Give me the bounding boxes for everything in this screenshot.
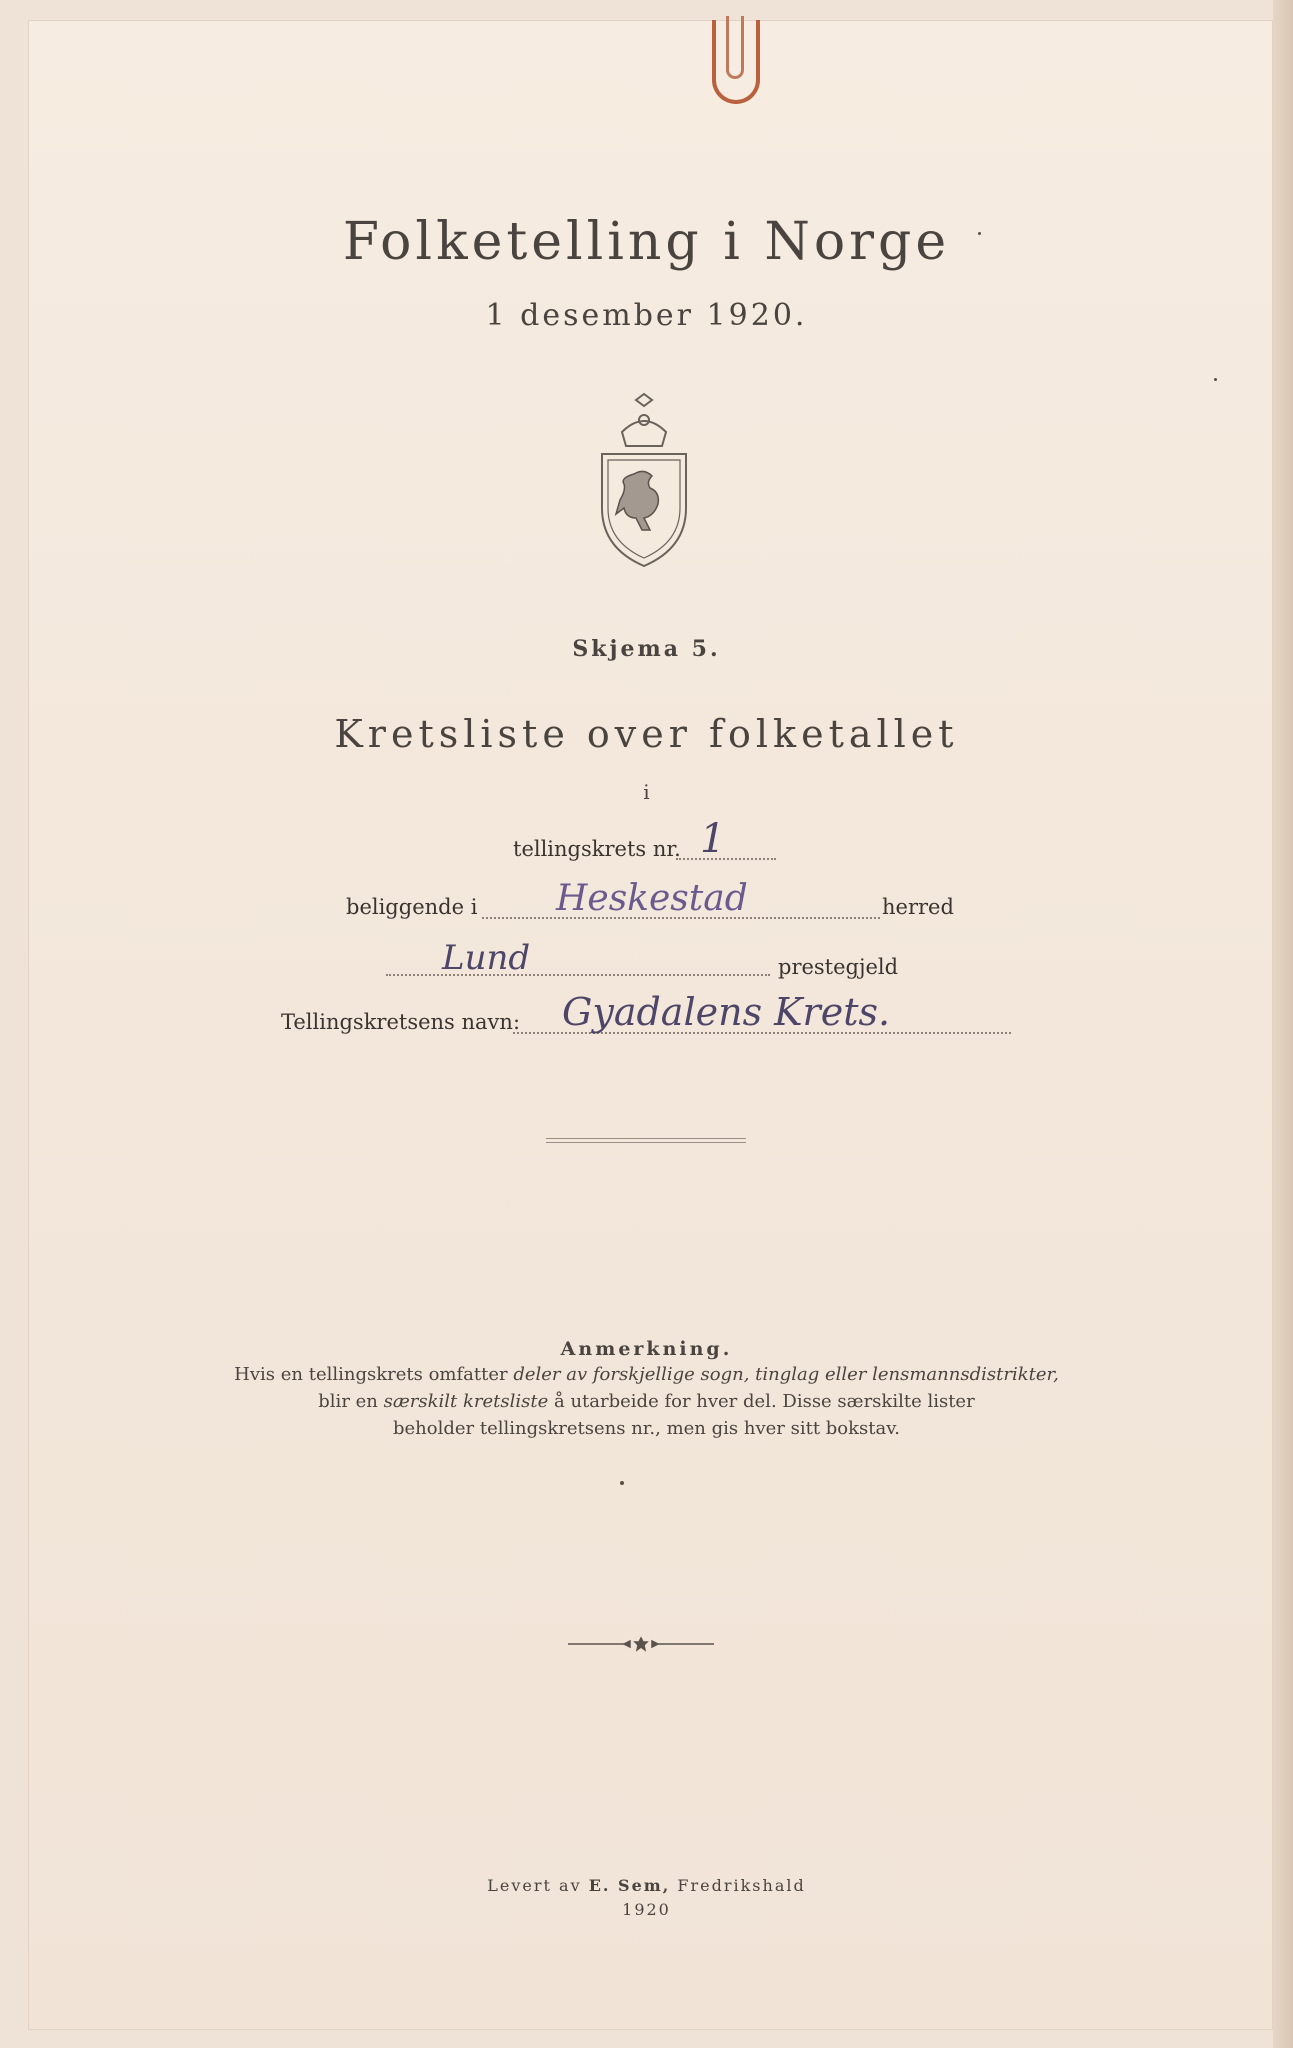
navn-label: Tellingskretsens navn: (281, 1010, 521, 1034)
navn-value: Gyadalens Krets. (562, 990, 891, 1034)
beliggende-value: Heskestad (556, 878, 748, 919)
printer-year: 1920 (622, 1900, 671, 1919)
speck (620, 1481, 624, 1485)
remark-line-2-text-a: blir en (318, 1391, 384, 1412)
printer-line (0, 1876, 1293, 1895)
document-title: Folketelling i Norge (342, 212, 951, 272)
remark-line-1-text: Hvis en tellingskrets omfatter (234, 1364, 514, 1385)
printer-name: E. Sem, (588, 1876, 671, 1895)
tellingskrets-label: tellingskrets nr. (513, 837, 681, 861)
form-heading: Kretsliste over folketallet (334, 712, 959, 756)
remark-line-2-text-c: å utarbeide for hver del. Disse særskilte lister (548, 1391, 975, 1412)
tellingskrets-line (676, 858, 776, 860)
printer-prefix: Levert av (487, 1876, 589, 1895)
prestegjeld-label: prestegjeld (778, 955, 899, 979)
remark-line-3: beholder tellingskretsens nr., men gis hver sitt bokstav. (392, 1418, 900, 1439)
paperclip (712, 20, 760, 104)
ornament-divider-icon (566, 1636, 716, 1652)
remark-line-1-italic: deler av forskjellige sogn, tinglag eller lensmannsdistrikter, (513, 1364, 1059, 1385)
herred-label: herred (882, 895, 954, 919)
speck (978, 232, 981, 235)
form-number: Skjema 5. (572, 636, 721, 662)
remark-line-1 (0, 1364, 1293, 1385)
connector-word: i (643, 780, 650, 804)
remark-line-2 (0, 1391, 1293, 1412)
coat-of-arms-icon (596, 392, 692, 568)
speck (1214, 378, 1217, 381)
divider-rule (546, 1138, 746, 1143)
beliggende-label: beliggende i (346, 895, 478, 919)
census-date: 1 desember 1920. (485, 298, 808, 333)
remark-title: Anmerkning. (560, 1338, 733, 1360)
remark-line-2-italic: særskilt kretsliste (383, 1391, 549, 1412)
prestegjeld-value: Lund (442, 938, 531, 978)
printer-place: Fredrikshald (670, 1876, 806, 1895)
tellingskrets-value: 1 (700, 816, 726, 862)
